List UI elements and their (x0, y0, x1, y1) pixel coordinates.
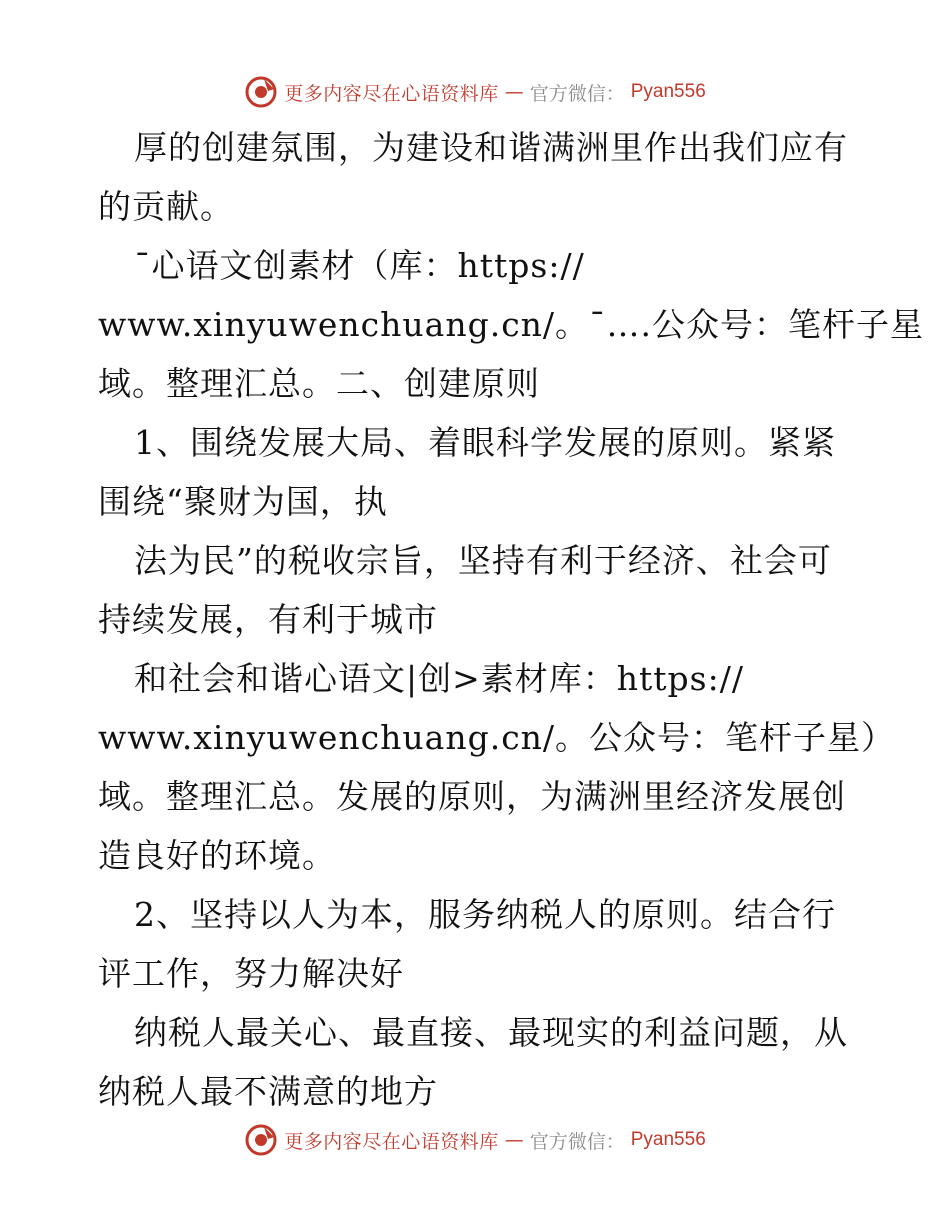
header-wechat-label: 官方微信： (529, 82, 625, 105)
body-line: 纳税人最不满意的地方 (98, 1072, 438, 1111)
brand-logo-icon (244, 75, 278, 109)
header-slogan: 更多内容尽在心语资料库 (284, 82, 499, 105)
body-line: 评工作，努力解决好 (98, 954, 404, 993)
document-body (98, 118, 925, 1121)
body-line: 2、坚持以人为本，服务纳税人的原则。结合行 (134, 895, 836, 934)
body-line: 和社会和谐心语文|创>素材库：https:// (134, 659, 744, 698)
footer-wechat-label: 官方微信： (529, 1130, 625, 1153)
header-banner (0, 70, 950, 114)
header-dash: — (504, 81, 524, 103)
body-line: 域。整理汇总。二、创建原则 (98, 364, 540, 403)
footer-banner (0, 1118, 950, 1162)
footer-slogan: 更多内容尽在心语资料库 (284, 1130, 499, 1153)
body-line: www.xinyuwenchuang.cn/。公众号：笔杆子星） (98, 718, 896, 757)
brand-logo-icon (244, 1123, 278, 1157)
body-line: 围绕“聚财为国，执 (98, 482, 388, 521)
body-line: 1、围绕发展大局、着眼科学发展的原则。紧紧 (134, 423, 836, 462)
footer-wechat-id: Pyan556 (630, 1129, 706, 1150)
body-line: 域。整理汇总。发展的原则，为满洲里经济发展创 (98, 777, 846, 816)
body-line: ¯心语文创素材（库：https:// (134, 246, 585, 285)
header-wechat-id: Pyan556 (630, 81, 706, 102)
body-line: 的贡献。 (98, 187, 234, 226)
footer-dash: — (504, 1129, 524, 1151)
body-line: 持续发展，有利于城市 (98, 600, 438, 639)
body-line: 纳税人最关心、最直接、最现实的利益问题，从 (134, 1013, 848, 1052)
body-line: 法为民”的税收宗旨，坚持有利于经济、社会可 (134, 541, 832, 580)
body-line: 厚的创建氛围，为建设和谐满洲里作出我们应有 (134, 128, 848, 167)
body-line: www.xinyuwenchuang.cn/。¯….公众号：笔杆子星 (98, 305, 925, 344)
body-line: 造良好的环境。 (98, 836, 336, 875)
